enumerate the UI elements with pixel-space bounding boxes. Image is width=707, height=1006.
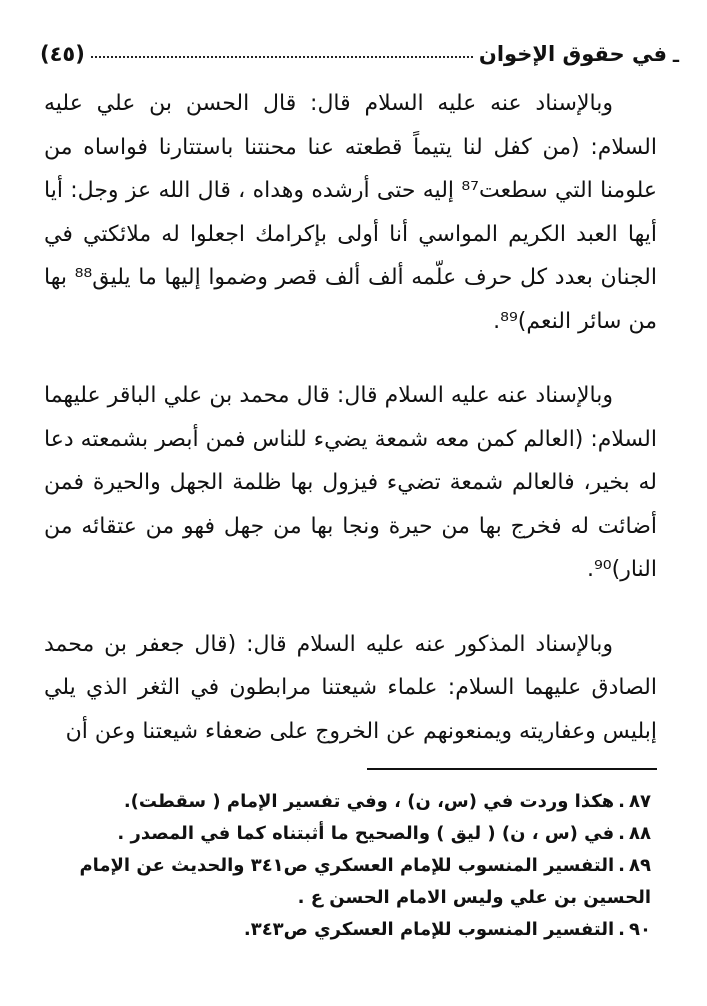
footnote-text: هكذا وردت في (س، ن) ، وفي تفسير الإمام ( سقطت).: [123, 791, 615, 812]
running-title: في حقوق الإخوان: [478, 42, 667, 66]
footnote-item: ٨٧.هكذا وردت في (س، ن) ، وفي تفسير الإمام ( سقطت).: [123, 791, 651, 812]
paragraph-2: وبالإسناد عنه عليه السلام قال: قال محمد بن علي الباقر عليهما السلام: (العالم كمن معه شمعة يضيء للناس فمن أبصر بشمعته دعا له بخير، فالعالم شمعة تضيء فيزول بها ظلمة الجهل والحيرة فمن أضائت له فخرج بها من حيرة ونجا بها من جهل فهو من عتقائه من النار)⁹⁰.: [44, 383, 657, 582]
footnote-item: ٨٨.في (س ، ن) ( ليق ) والصحيح ما أثبتناه كما في المصدر .: [117, 823, 651, 844]
footnote-item: ٩٠.التفسير المنسوب للإمام العسكري ص٣٤٣.: [243, 919, 651, 940]
header-leader-dots: [91, 56, 473, 58]
footnote-text: في (س ، ن) ( ليق ) والصحيح ما أثبتناه كما في المصدر .: [117, 823, 615, 844]
footnote-number: ٨٨: [629, 823, 651, 844]
header-corner-mark: ـ: [672, 46, 679, 67]
main-text: [44, 82, 657, 753]
page-number: (٤٥): [40, 42, 85, 66]
footnote-number: ٩٠: [629, 919, 651, 940]
footnote-text: التفسير المنسوب للإمام العسكري ص٣٤١ والحديث عن الإمام الحسين بن علي وليس الامام الحسن ع .: [79, 855, 651, 908]
footnote-item: ٨٩.التفسير المنسوب للإمام العسكري ص٣٤١ والحديث عن الإمام الحسين بن علي وليس الامام الحسن ع .: [79, 855, 651, 908]
footnote-divider: [367, 768, 657, 770]
paragraph-3: وبالإسناد المذكور عنه عليه السلام قال: (قال جعفر بن محمد الصادق عليهما السلام: علماء شيعتنا مرابطون في الثغر الذي يلي إبليس وعفاريته ويمنعونهم عن الخروج على ضعفاء شيعتنا وعن أن: [44, 631, 657, 744]
footnote-number: ٨٩: [629, 855, 651, 876]
footnotes: [44, 786, 657, 946]
running-header: [40, 26, 667, 66]
footnote-number: ٨٧: [629, 791, 651, 812]
paragraph-1: وبالإسناد عنه عليه السلام قال: قال الحسن بن علي عليه السلام: (من كفل لنا يتيماً قطعته عنا محنتنا باستتارنا فواساه من علومنا التي سطعت⁸⁷ إليه حتى أرشده وهداه ، قال الله عز وجل: أيا أيها العبد الكريم المواسي أنا أولى بإكرامك اجعلوا له ملائكتي في الجنان بعدد كل حرف علّمه ألف ألف قصر وضموا إليها ما يليق⁸⁸ بها من سائر النعم)⁸⁹.: [44, 91, 657, 334]
footnote-text: التفسير المنسوب للإمام العسكري ص٣٤٣.: [243, 919, 615, 940]
